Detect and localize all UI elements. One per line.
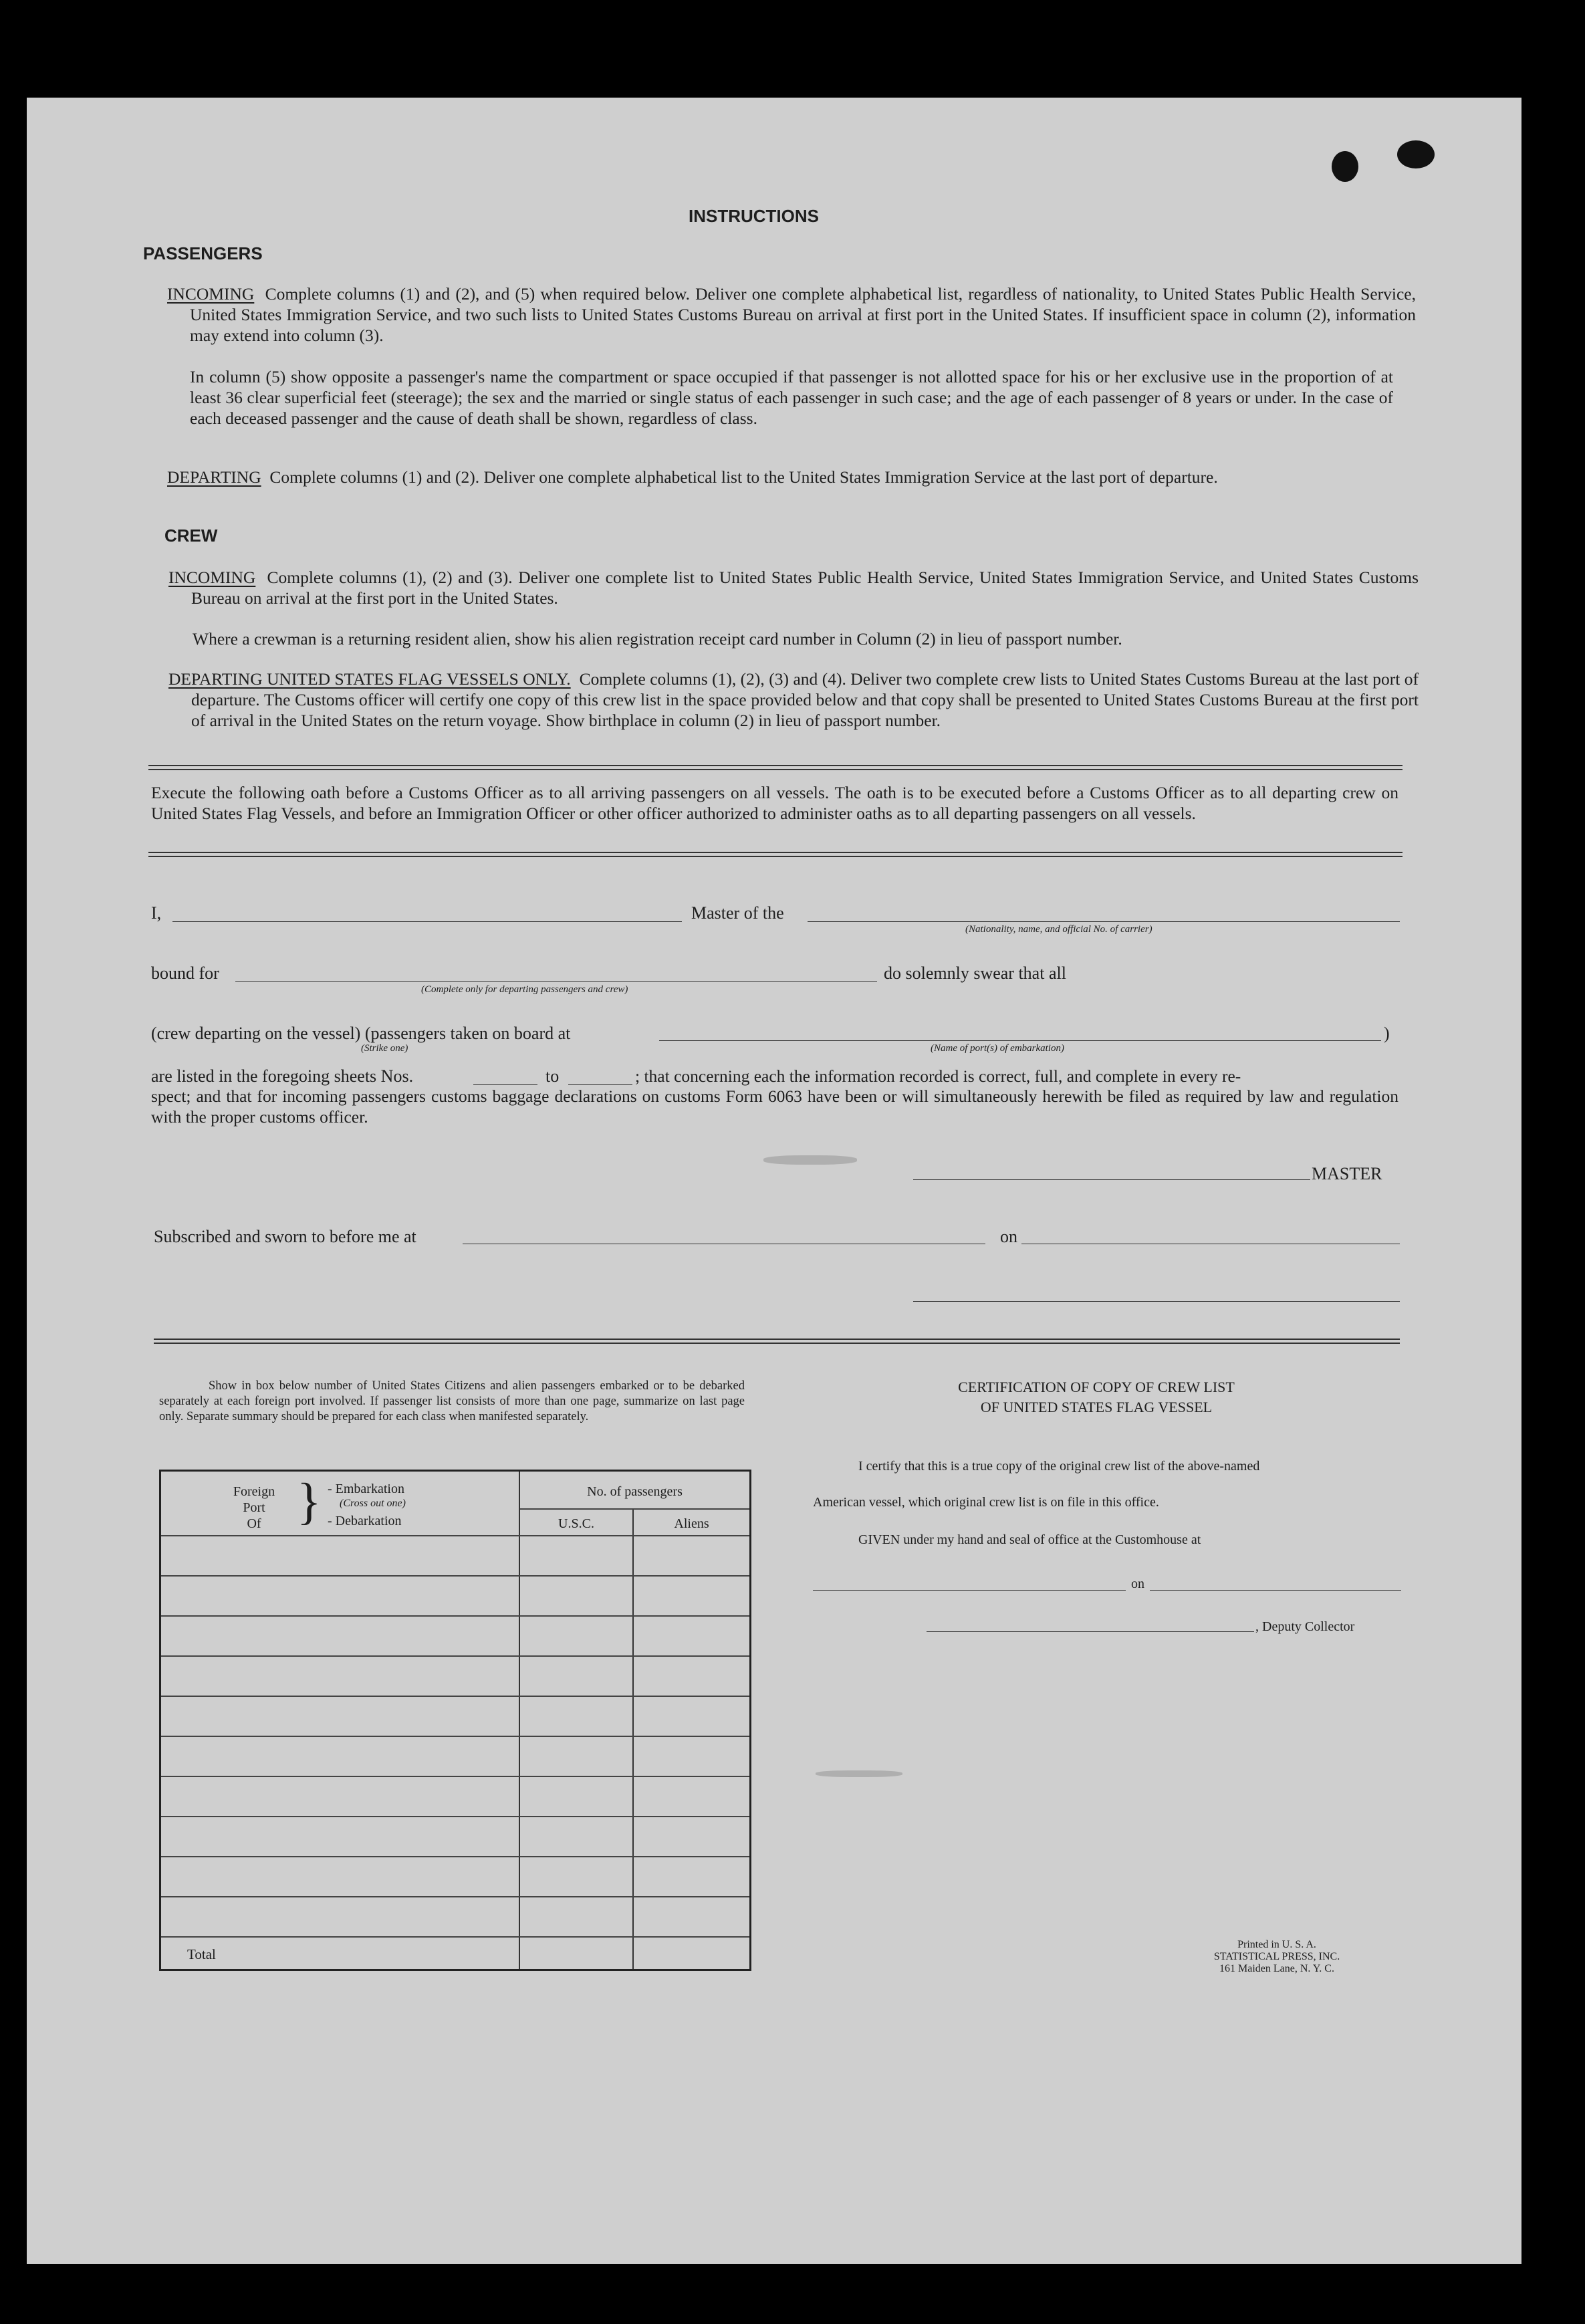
- certification-title-2: OF UNITED STATES FLAG VESSEL: [980, 1399, 1213, 1415]
- subscribed-label: Subscribed and sworn to before me at: [154, 1227, 416, 1246]
- ports-field[interactable]: [659, 1040, 1381, 1041]
- passengers-incoming-text: Complete columns (1) and (2), and (5) when required below. Deliver one complete alphabetical list, regardless of nationality, to United States Public Health Service, United States Immigration Service, and two such lists to United States Customs Bureau on arrival at first port in the United States. If insufficient space in column (2), information may extend into column (3).: [190, 284, 1417, 345]
- crew-heading: CREW: [164, 526, 218, 546]
- smudge-mark: [816, 1770, 902, 1777]
- table-row[interactable]: [161, 1896, 749, 1897]
- table-row[interactable]: [161, 1816, 749, 1817]
- table-subheader-line: [520, 1508, 749, 1510]
- master-signature-line[interactable]: [913, 1179, 1310, 1180]
- officer-signature-line[interactable]: [913, 1301, 1400, 1302]
- certification-title-1: CERTIFICATION OF COPY OF CREW LIST: [958, 1379, 1235, 1395]
- to-label: to: [545, 1066, 560, 1086]
- crew-departing-paragraph: [168, 669, 1419, 731]
- table-column-divider: [519, 1472, 520, 1969]
- embarkation-label: - Embarkation: [328, 1482, 404, 1496]
- passengers-incoming-paragraph: [167, 283, 1416, 346]
- spect-text: spect; and that for incoming passengers customs baggage declarations on customs Form 6063 have been or will simultaneously herewith be filed as required by law and regulation with the proper customs officer.: [151, 1086, 1398, 1127]
- cross-out-caption: (Cross out one): [340, 1498, 406, 1509]
- table-row[interactable]: [161, 1615, 749, 1617]
- passengers-departing-label: DEPARTING: [167, 467, 261, 487]
- crew-incoming-text: Complete columns (1), (2) and (3). Deliver one complete list to United States Public Health Service, United States Immigration Service, and United States Customs Bureau on arrival at the first port in the United States.: [191, 568, 1419, 608]
- nationality-caption: (Nationality, name, and official No. of carrier): [965, 924, 1152, 935]
- table-row[interactable]: [161, 1736, 749, 1737]
- table-header-line: [161, 1535, 749, 1536]
- crew-incoming-paragraph: [168, 567, 1419, 608]
- section-divider: [148, 852, 1403, 853]
- summary-instruction: Show in box below number of United States Citizens and alien passengers embarked or to be debarked separately at each foreign port involved. If passenger list consists of more than one page, summarize on last page only. Separate summary should be prepared for each class when manifested separately.: [159, 1379, 745, 1423]
- customhouse-field[interactable]: [813, 1590, 1126, 1591]
- ports-caption: (Name of port(s) of embarkation): [931, 1043, 1064, 1054]
- passengers-heading: PASSENGERS: [143, 243, 263, 263]
- certify-line-1: I certify that this is a true copy of the original crew list of the above-named: [858, 1459, 1260, 1474]
- bound-for-label: bound for: [151, 963, 219, 983]
- listed-label: are listed in the foregoing sheets Nos.: [151, 1066, 414, 1086]
- section-divider: [148, 769, 1403, 770]
- ink-blot-mark: [1332, 151, 1358, 182]
- passengers-incoming-label: INCOMING: [167, 284, 255, 304]
- brace-icon: }: [297, 1474, 322, 1530]
- smudge-mark: [763, 1155, 857, 1165]
- printer-line-1: Printed in U. S. A.: [1237, 1939, 1316, 1950]
- no-of-passengers-header: No. of passengers: [587, 1484, 683, 1499]
- total-label: Total: [187, 1946, 216, 1962]
- crew-departing-label: DEPARTING UNITED STATES FLAG VESSELS ONLY.: [168, 669, 571, 689]
- passengers-column5-text: In column (5) show opposite a passenger's name the compartment or space occupied if that passenger is not allotted space for his or her exclusive use in the proportion of at least 36 clear superficial feet (steerage); the sex and the married or single status of each passenger in such case; and the age of each passenger of 8 years or under. In the case of each deceased passenger and the cause of death shall be shown, regardless of class.: [190, 367, 1393, 428]
- crew-departing-text: Complete columns (1), (2), (3) and (4). Deliver two complete crew lists to United States Customs Bureau at the last port of departure. The Customs officer will certify one copy of this crew list in the space provided below and that copy shall be presented to United States Customs Bureau at the first port of arrival in the United States on the return voyage. Show birthplace in column (2) in lieu of passport number.: [191, 669, 1419, 730]
- printer-line-3: 161 Maiden Lane, N. Y. C.: [1219, 1963, 1334, 1974]
- deputy-signature-line[interactable]: [927, 1631, 1254, 1632]
- of-label: Of: [247, 1516, 261, 1531]
- sheet-from-field[interactable]: [473, 1084, 537, 1085]
- table-row[interactable]: [161, 1575, 749, 1577]
- master-of-the-label: Master of the: [691, 903, 784, 923]
- crew-resident-text: Where a crewman is a returning resident alien, show his alien registration receipt card number in Column (2) in lieu of passport number.: [193, 629, 1122, 649]
- ink-blot-mark: [1397, 140, 1435, 168]
- bound-for-caption: (Complete only for departing passengers and crew): [421, 984, 628, 995]
- section-divider: [148, 765, 1403, 766]
- table-column-divider: [632, 1508, 634, 1969]
- passengers-column5-paragraph: [190, 366, 1393, 429]
- foreign-label: Foreign: [233, 1484, 275, 1499]
- section-divider: [154, 1339, 1400, 1340]
- printer-line-2: STATISTICAL PRESS, INC.: [1213, 1951, 1340, 1962]
- listed-continuation: ; that concerning each the information recorded is correct, full, and complete in every re-: [635, 1066, 1241, 1086]
- table-row[interactable]: [161, 1655, 749, 1657]
- certification-on-label: on: [1131, 1577, 1144, 1591]
- given-text: GIVEN under my hand and seal of office at the Customhouse at: [858, 1532, 1201, 1547]
- deputy-collector-label: , Deputy Collector: [1255, 1619, 1355, 1634]
- port-label: Port: [243, 1500, 265, 1515]
- master-label: MASTER: [1312, 1164, 1382, 1183]
- close-paren: ): [1384, 1024, 1390, 1043]
- certification-date-field[interactable]: [1150, 1590, 1401, 1591]
- oath-instruction: Execute the following oath before a Customs Officer as to all arriving passengers on all vessels. The oath is to be executed before a Customs Officer as to all departing crew on United States Flag Vessels, and before an Immigration Officer or other officer authorized to administer oaths as to all departing passengers on all vessels.: [151, 783, 1398, 823]
- debarkation-label: - Debarkation: [328, 1514, 402, 1528]
- document-page: [27, 98, 1521, 2264]
- certify-line-2: American vessel, which original crew list is on file in this office.: [813, 1495, 1159, 1510]
- section-divider: [154, 1343, 1400, 1344]
- subscribed-on-label: on: [1000, 1227, 1017, 1246]
- page-title: INSTRUCTIONS: [689, 206, 819, 226]
- table-row[interactable]: [161, 1856, 749, 1857]
- table-row[interactable]: [161, 1936, 749, 1938]
- passengers-departing-text: Complete columns (1) and (2). Deliver one complete alphabetical list to the United States Immigration Service at the last port of departure.: [269, 467, 1218, 487]
- carrier-field[interactable]: [808, 921, 1400, 922]
- usc-header: U.S.C.: [558, 1516, 594, 1531]
- crew-incoming-label: INCOMING: [168, 568, 256, 587]
- passengers-departing-paragraph: [167, 467, 1416, 487]
- swear-text: do solemnly swear that all: [884, 963, 1066, 983]
- table-row[interactable]: [161, 1696, 749, 1697]
- crew-departing-text: [151, 1023, 570, 1044]
- table-row[interactable]: [161, 1776, 749, 1777]
- sheet-to-field[interactable]: [568, 1084, 632, 1085]
- bound-for-field[interactable]: [235, 981, 877, 982]
- aliens-header: Aliens: [674, 1516, 709, 1531]
- crew-departing-strike: (crew departing on the vessel) (passengers taken on board at: [151, 1024, 571, 1043]
- section-divider: [148, 856, 1403, 857]
- master-name-field[interactable]: [172, 921, 682, 922]
- strike-one-caption: (Strike one): [361, 1043, 408, 1054]
- oath-i-label: I,: [151, 903, 162, 923]
